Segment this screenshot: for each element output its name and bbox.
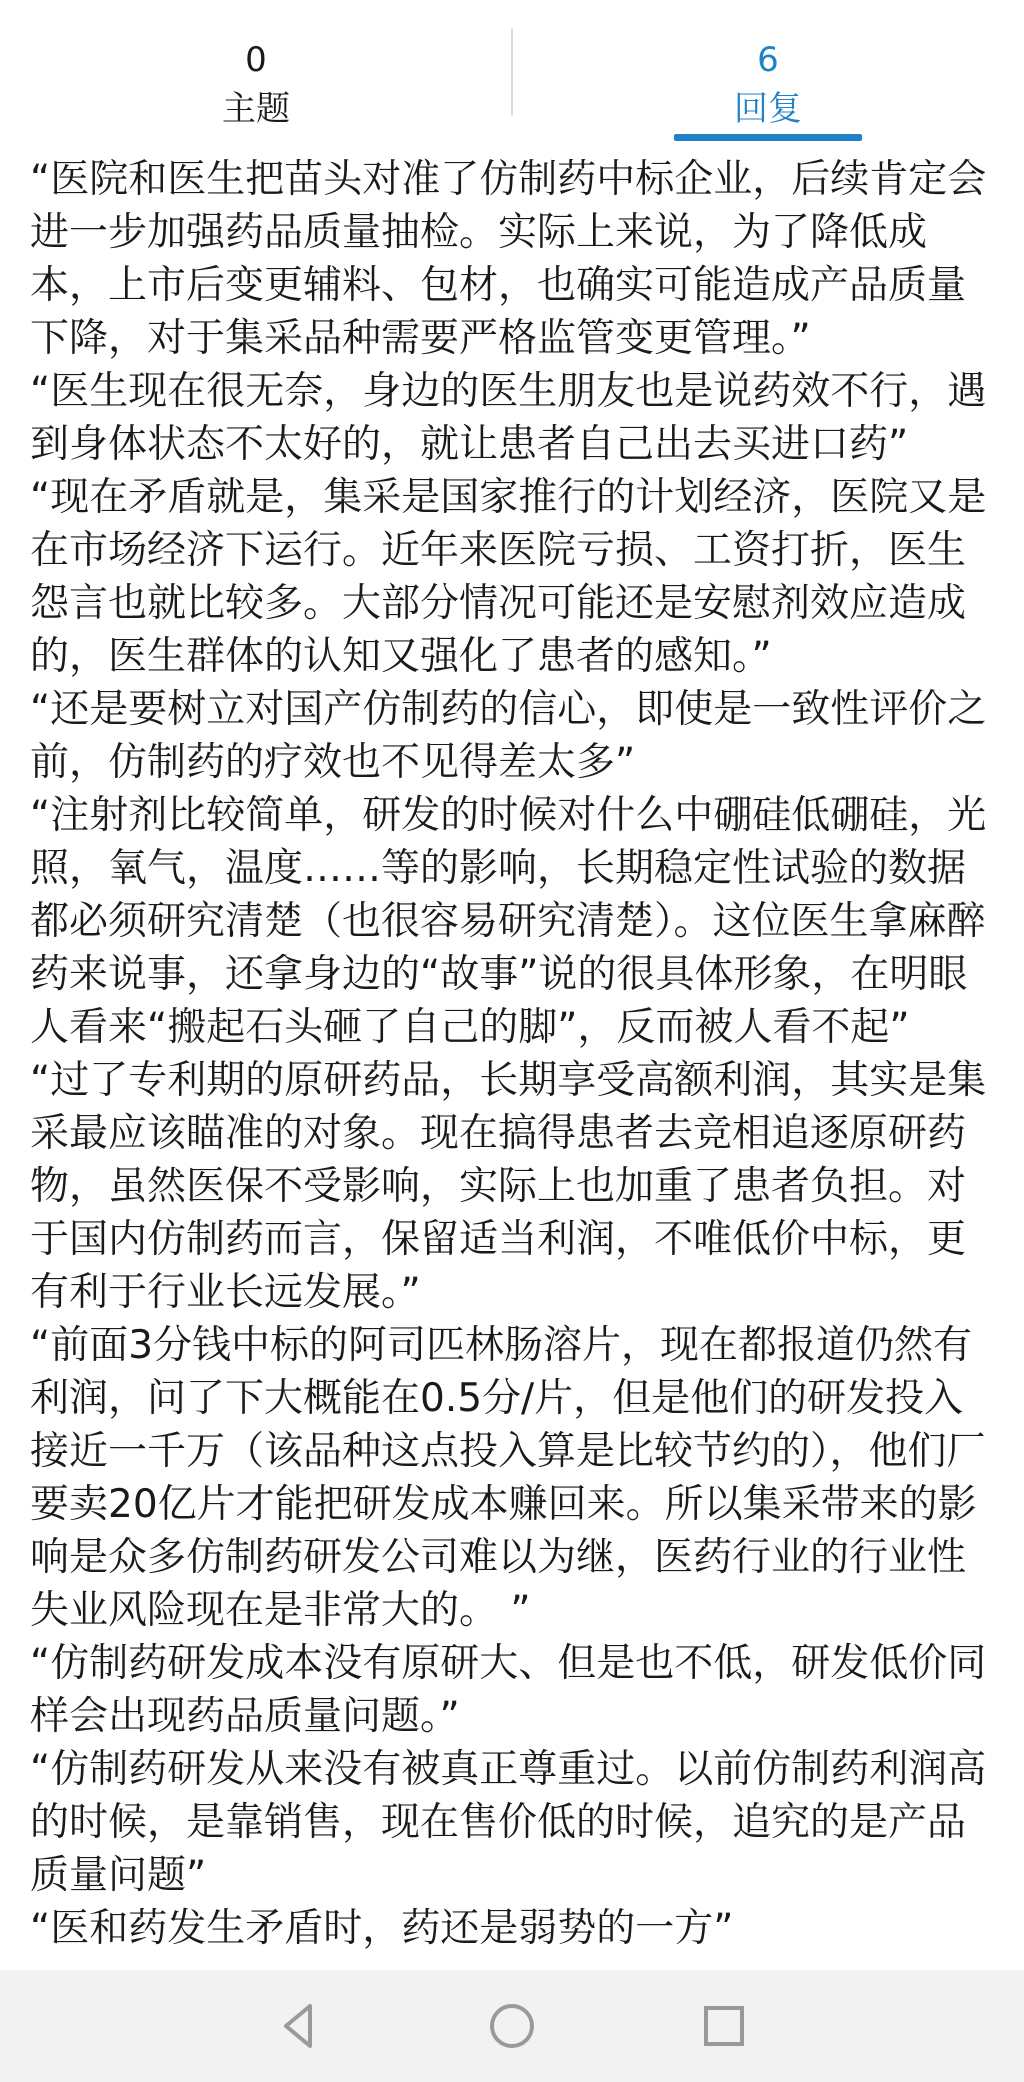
recents-button[interactable]	[694, 1996, 754, 2056]
recents-icon	[694, 1996, 754, 2056]
tab-topics-label: 主题	[222, 89, 290, 129]
paragraph: “医和药发生矛盾时，药还是弱势的一方”	[30, 1906, 734, 1951]
tab-replies-label: 回复	[734, 89, 802, 129]
system-navigation-bar	[0, 1970, 1024, 2082]
paragraph: “注射剂比较简单，研发的时候对什么中硼硅低硼硅，光照，氧气，温度……等的影响，长期稳定性试验的数据都必须研究清楚（也很容易研究清楚）。这位医生拿麻醉药来说事，还拿身边的“故事”说的很具体形象，在明眼人看来“搬起石头砸了自己的脚”，反而被人看不起”	[30, 793, 987, 1050]
tab-replies[interactable]	[512, 16, 1024, 144]
paragraph: “过了专利期的原研药品，长期享受高额利润，其实是集采最应该瞄准的对象。现在搞得患者去竞相追逐原研药物，虽然医保不受影响，实际上也加重了患者负担。对于国内仿制药而言，保留适当利润，不唯低价中标，更有利于行业长远发展。”	[30, 1058, 987, 1315]
home-icon	[482, 1996, 542, 2056]
back-button[interactable]	[270, 1996, 330, 2056]
paragraph: “仿制药研发成本没有原研大、但是也不低，研发低价同样会出现药品质量问题。”	[30, 1641, 987, 1739]
paragraph: “现在矛盾就是，集采是国家推行的计划经济，医院又是在市场经济下运行。近年来医院亏损、工资打折，医生怨言也就比较多。大部分情况可能还是安慰剂效应造成的，医生群体的认知又强化了患者的感知。”	[30, 475, 987, 679]
paragraph: “医院和医生把苗头对准了仿制药中标企业，后续肯定会进一步加强药品质量抽检。实际上来说，为了降低成本，上市后变更辅料、包材，也确实可能造成产品质量下降，对于集采品种需要严格监管变更管理。”	[30, 157, 987, 361]
reply-text-body	[0, 100, 1024, 1955]
back-icon	[270, 1996, 330, 2056]
status-bar-edge	[0, 0, 1024, 17]
tab-replies-count: 6	[757, 40, 779, 80]
paragraph: “医生现在很无奈，身边的医生朋友也是说药效不行，遇到身体状态不太好的，就让患者自己出去买进口药”	[30, 369, 987, 467]
tab-divider	[511, 28, 513, 116]
reply-content[interactable]	[0, 144, 1024, 1970]
paragraph: “仿制药研发从来没有被真正尊重过。以前仿制药利润高的时候，是靠销售，现在售价低的时候，追究的是产品质量问题”	[30, 1747, 987, 1898]
tab-topics[interactable]	[0, 16, 512, 144]
home-button[interactable]	[482, 1996, 542, 2056]
tab-topics-count: 0	[245, 40, 267, 80]
paragraph: “前面3分钱中标的阿司匹林肠溶片，现在都报道仍然有利润，问了下大概能在0.5分/片，但是他们的研发投入接近一千万（该品种这点投入算是比较节约的），他们厂要卖20亿片才能把研发成本赚回来。所以集采带来的影响是众多仿制药研发公司难以为继，医药行业的行业性失业风险现在是非常大的。 ”	[30, 1323, 986, 1633]
paragraph: “还是要树立对国产仿制药的信心，即使是一致性评价之前，仿制药的疗效也不见得差太多”	[30, 687, 987, 785]
active-tab-indicator	[674, 134, 862, 141]
